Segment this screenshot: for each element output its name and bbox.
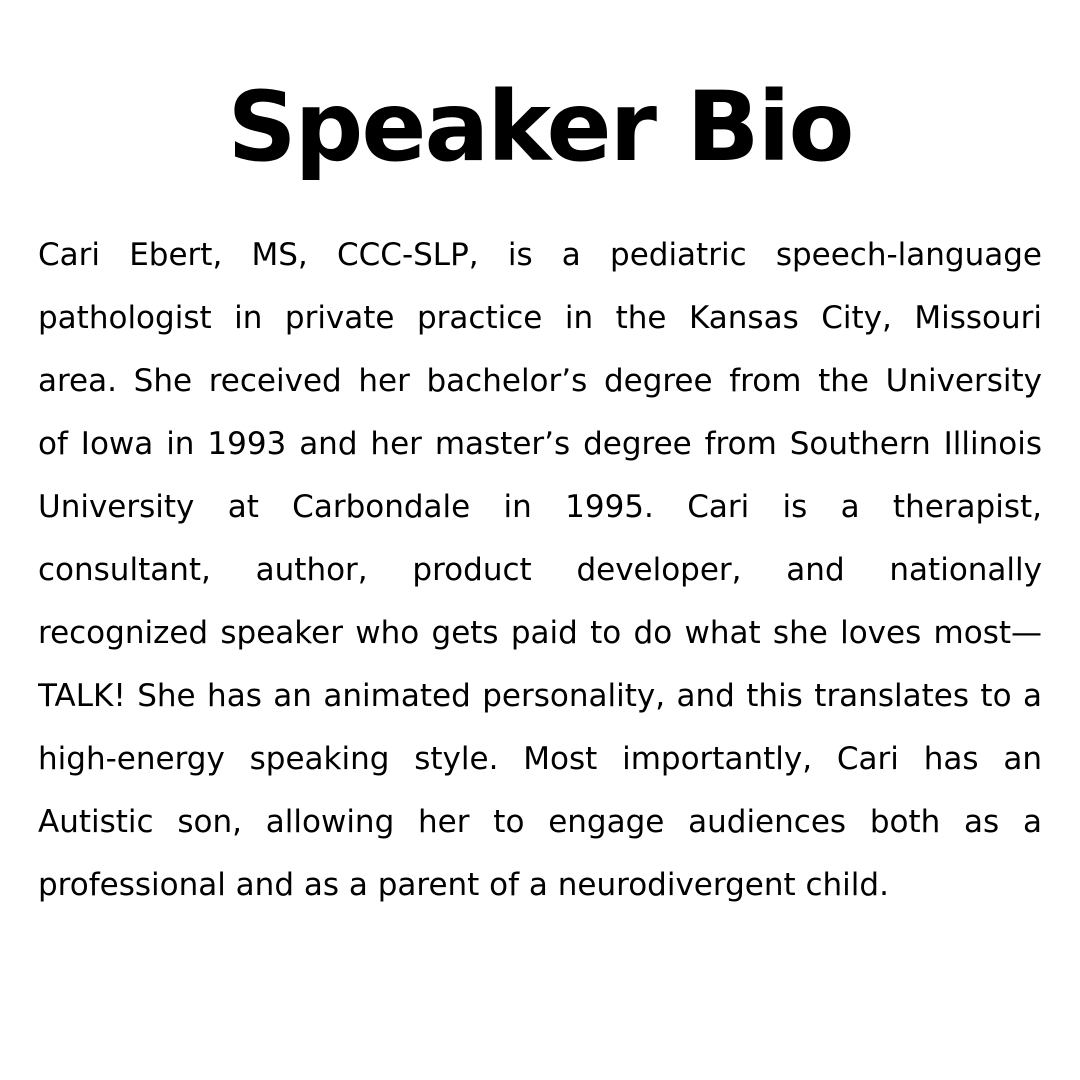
bio-line: consultant, author, product developer, and nationally [38, 552, 1042, 588]
bio-line: area. She received her bachelor’s degree from the University [38, 363, 1042, 399]
bio-line: recognized speaker who gets paid to do what she loves most— [38, 615, 1042, 651]
bio-line: University at Carbondale in 1995. Cari is a therapist, [38, 489, 1042, 525]
bio-line: Cari Ebert, MS, CCC-SLP, is a pediatric speech-language [38, 237, 1042, 273]
bio-line: TALK! She has an animated personality, and this translates to a [38, 678, 1042, 714]
bio-paragraph [38, 224, 1042, 917]
bio-line: of Iowa in 1993 and her master’s degree from Southern Illinois [38, 426, 1042, 462]
bio-line: high-energy speaking style. Most importantly, Cari has an [38, 741, 1042, 777]
bio-line: Autistic son, allowing her to engage audiences both as a [38, 804, 1042, 840]
bio-line: pathologist in private practice in the Kansas City, Missouri [38, 300, 1042, 336]
bio-line: professional and as a parent of a neurodivergent child. [38, 867, 889, 903]
page-title: Speaker Bio [227, 71, 853, 183]
